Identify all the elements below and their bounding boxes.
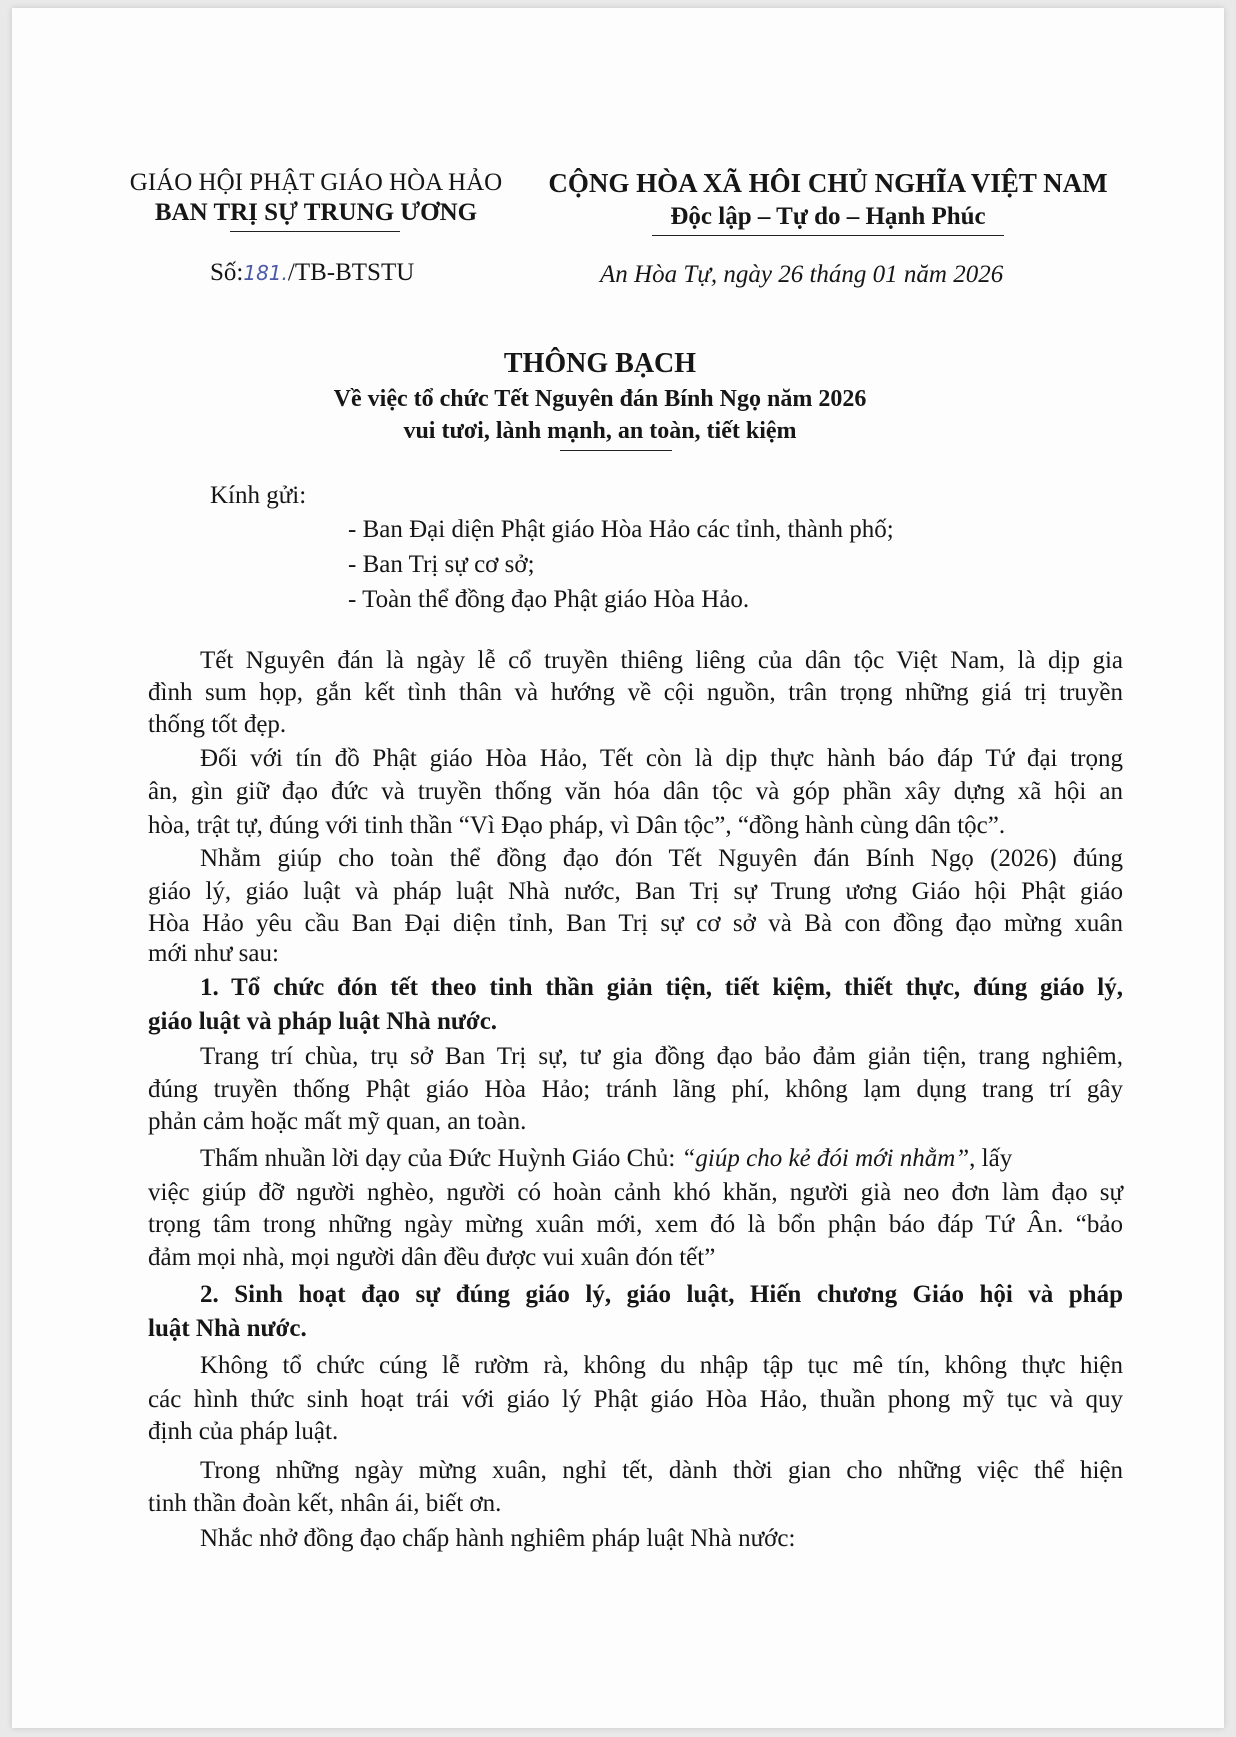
body-line: đảm mọi nhà, mọi người dân đều được vui xuân đón tết”	[148, 1244, 716, 1271]
body-line: tinh thần đoàn kết, nhân ái, biết ơn.	[148, 1490, 502, 1517]
number-handwritten: 181.	[243, 261, 288, 285]
org-underline	[230, 231, 400, 232]
section-heading-2-cont: luật Nhà nước.	[148, 1315, 307, 1342]
section-heading-2: 2. Sinh hoạt đạo sự đúng giáo lý, giáo luật, Hiến chương Giáo hội và pháp	[200, 1281, 1123, 1308]
document-number	[210, 258, 414, 288]
body-line: Trang trí chùa, trụ sở Ban Trị sự, tư gia đồng đạo bảo đảm giản tiện, trang nghiêm,	[200, 1043, 1123, 1070]
org-name-line1: GIÁO HỘI PHẬT GIÁO HÒA HẢO	[129, 169, 503, 196]
recipient-item: - Ban Đại diện Phật giáo Hòa Hảo các tỉnh, thành phố;	[348, 516, 894, 543]
national-motto: Độc lập – Tự do – Hạnh Phúc	[670, 203, 986, 230]
recipient-item: - Ban Trị sự cơ sở;	[348, 551, 535, 578]
body-line	[200, 1141, 1123, 1176]
section-heading-1-cont: giáo luật và pháp luật Nhà nước.	[148, 1008, 498, 1035]
title-underline	[560, 450, 672, 451]
number-prefix: Số:	[210, 259, 244, 286]
body-line: ân, gìn giữ đạo đức và truyền thống văn hóa dân tộc và góp phần xây dựng xã hội an	[148, 778, 1123, 805]
body-line: hòa, trật tự, đúng với tinh thần “Vì Đạo pháp, vì Dân tộc”, “đồng hành cùng dân tộc”.	[148, 812, 1006, 839]
recipients-greeting: Kính gửi:	[210, 482, 307, 509]
body-line: thống tốt đẹp.	[148, 711, 287, 738]
body-line: giáo lý, giáo luật và pháp luật Nhà nước, Ban Trị sự Trung ương Giáo hội Phật giáo	[148, 878, 1123, 905]
place-date: An Hòa Tự, ngày 26 tháng 01 năm 2026	[600, 261, 1004, 288]
national-title: CỘNG HÒA XÃ HÔI CHỦ NGHĨA VIỆT NAM	[548, 168, 1108, 198]
body-line: Đối với tín đồ Phật giáo Hòa Hảo, Tết còn là dịp thực hành báo đáp Tứ đại trọng	[200, 745, 1123, 772]
body-line: đúng truyền thống Phật giáo Hòa Hảo; tránh lãng phí, không lạm dụng trang trí gây	[148, 1076, 1123, 1103]
body-line: Hòa Hảo yêu cầu Ban Đại diện tỉnh, Ban Trị sự cơ sở và Bà con đồng đạo mừng xuân	[148, 910, 1123, 937]
org-name-line2: BAN TRỊ SỰ TRUNG ƯƠNG	[154, 199, 478, 226]
body-line: Trong những ngày mừng xuân, nghỉ tết, dành thời gian cho những việc thể hiện	[200, 1457, 1123, 1484]
body-line: Nhằm giúp cho toàn thể đồng đạo đón Tết Nguyên đán Bính Ngọ (2026) đúng	[200, 845, 1123, 872]
body-line: đình sum họp, gắn kết tình thân và hướng về cội nguồn, trân trọng những giá trị truyền	[148, 679, 1123, 706]
quote-outro: , lấy	[969, 1145, 1013, 1172]
body-line: Tết Nguyên đán là ngày lễ cổ truyền thiêng liêng của dân tộc Việt Nam, là dịp gia	[200, 647, 1123, 674]
document-subtitle-line1: Về việc tổ chức Tết Nguyên đán Bính Ngọ năm 2026	[333, 386, 867, 412]
body-line: phản cảm hoặc mất mỹ quan, an toàn.	[148, 1108, 527, 1135]
body-line: Không tổ chức cúng lễ rườm rà, không du nhập tập tục mê tín, không thực hiện	[200, 1352, 1123, 1379]
recipient-item: - Toàn thể đồng đạo Phật giáo Hòa Hảo.	[348, 586, 750, 613]
body-line: các hình thức sinh hoạt trái với giáo lý Phật giáo Hòa Hảo, thuần phong mỹ tục và quy	[148, 1386, 1123, 1413]
motto-underline	[652, 235, 1004, 236]
document-subtitle-line2: vui tươi, lành mạnh, an toàn, tiết kiệm	[403, 418, 797, 444]
number-suffix: /TB-BTSTU	[287, 259, 415, 286]
section-heading-1: 1. Tổ chức đón tết theo tinh thần giản tiện, tiết kiệm, thiết thực, đúng giáo lý,	[200, 974, 1123, 1001]
body-line: trọng tâm trong những ngày mừng xuân mới, xem đó là bổn phận báo đáp Tứ Ân. “bảo	[148, 1211, 1123, 1238]
body-line: mới như sau:	[148, 940, 279, 967]
body-line: định của pháp luật.	[148, 1418, 339, 1445]
document-title: THÔNG BẠCH	[503, 348, 697, 379]
quote-intro: Thấm nhuần lời dạy của Đức Huỳnh Giáo Chủ:	[200, 1145, 682, 1172]
body-line: Nhắc nhở đồng đạo chấp hành nghiêm pháp luật Nhà nước:	[200, 1525, 796, 1552]
quote-text: “giúp cho kẻ đói mới nhằm”	[681, 1145, 970, 1172]
body-line: việc giúp đỡ người nghèo, người có hoàn cảnh khó khăn, người già neo đơn làm đạo sự	[148, 1179, 1123, 1206]
